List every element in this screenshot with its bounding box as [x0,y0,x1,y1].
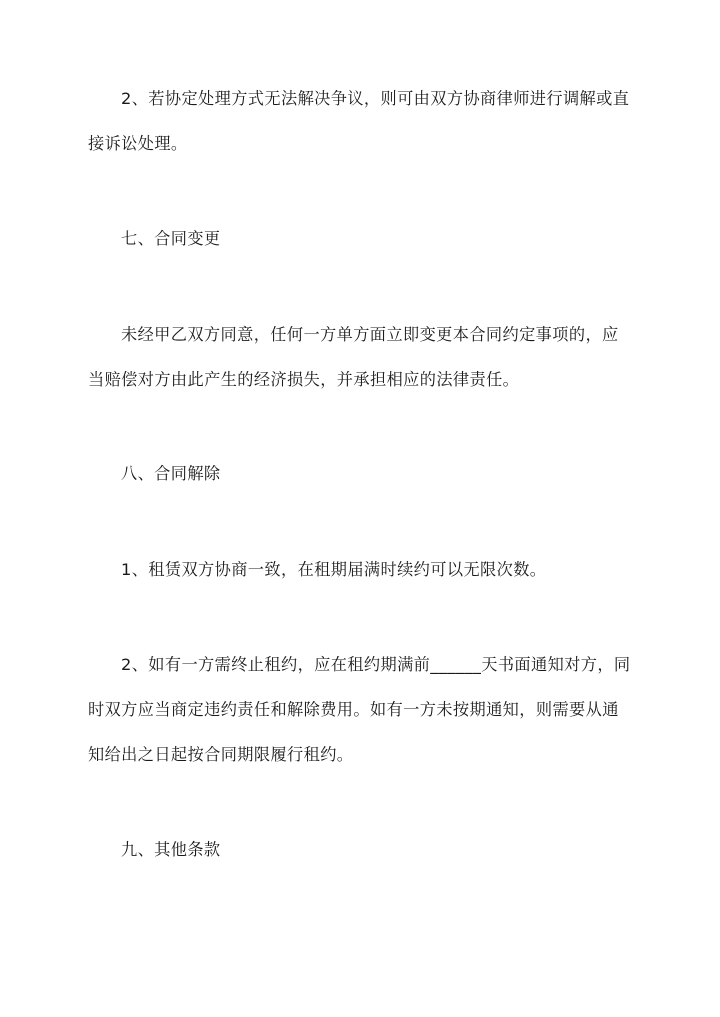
paragraph-renewal: 1、租赁双方协商一致，在租期届满时续约可以无限次数。 [121,560,547,579]
paragraph-contract-change: 未经甲乙双方同意，任何一方单方面立即变更本合同约定事项的，应当赔偿对方由此产生的经济损失，并承担相应的法律责任。 [88,325,619,389]
section-heading-contract-termination: 八、合同解除 [121,464,221,483]
section-heading-contract-change: 七、合同变更 [121,229,221,248]
paragraph-dispute-resolution: 2、若协定处理方式无法解决争议，则可由双方协商律师进行调解或直接诉讼处理。 [88,89,630,153]
paragraph-termination-notice: 2、如有一方需终止租约，应在租约期满前______天书面通知对方，同时双方应当商定违约责任和解除费用。如有一方未按期通知，则需要从通知给出之日起按合同期限履行租约。 [88,655,631,764]
section-heading-other-terms: 九、其他条款 [121,840,221,859]
